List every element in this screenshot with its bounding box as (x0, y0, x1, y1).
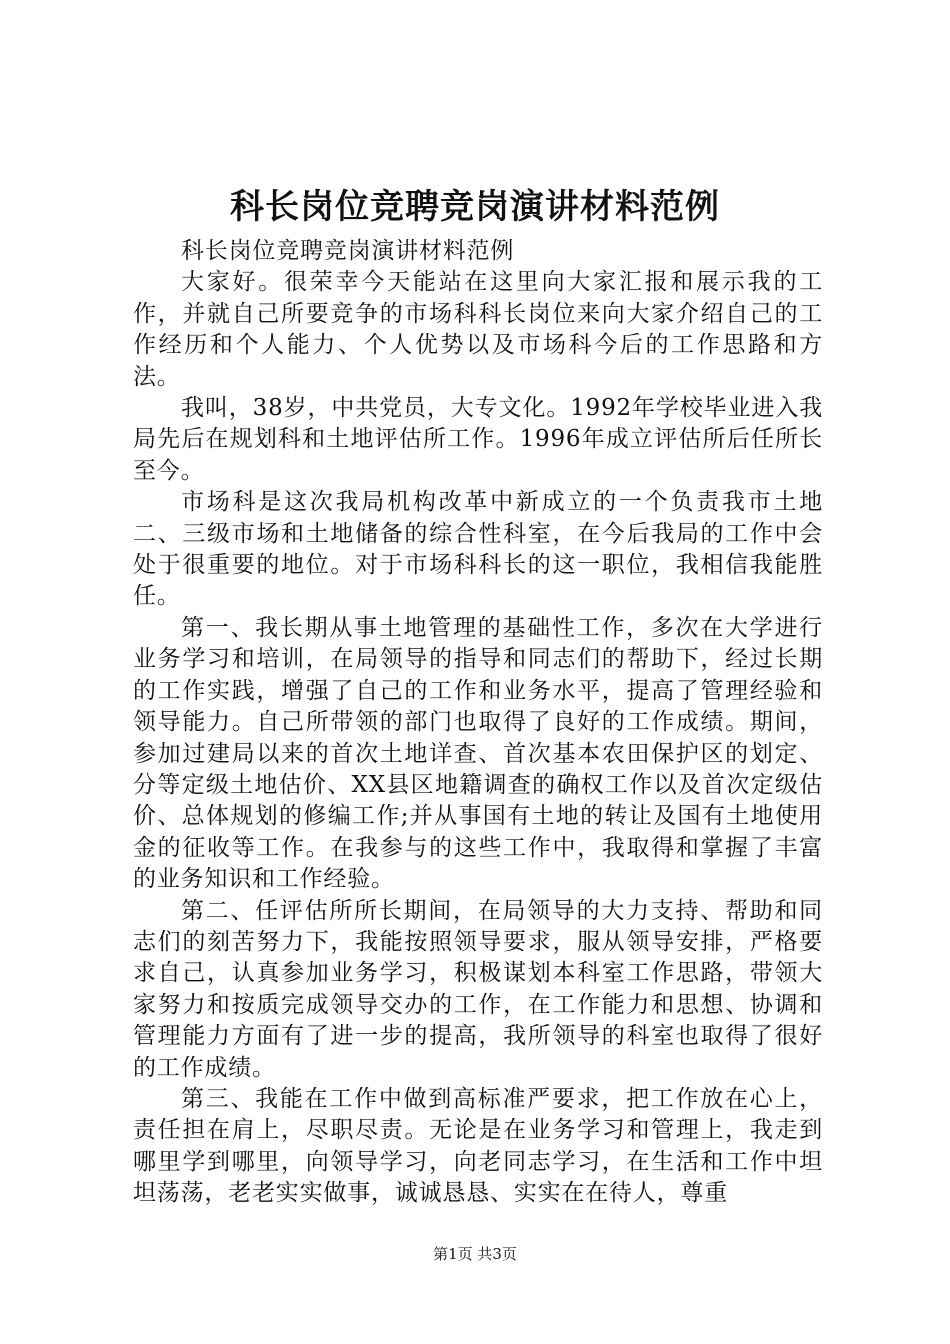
paragraph-market-dept: 市场科是这次我局机构改革中新成立的一个负责我市土地二、三级市场和土地储备的综合性科室，在今后我局的工作中会处于很重要的地位。对于市场科科长的这一职位，我相信我能胜任。 (133, 489, 823, 610)
paragraph-subtitle: 科长岗位竞聘竞岗演讲材料范例 (181, 238, 515, 264)
paragraph-self-intro: 我叫，38岁，中共党员，大专文化。1992年学校毕业进入我局先后在规划科和土地评估所工作。1996年成立评估所后任所长至今。 (133, 395, 823, 484)
page-number-footer: 第1页 共3页 (433, 1245, 517, 1263)
document-title: 科长岗位竞聘竞岗演讲材料范例 (230, 187, 720, 227)
paragraph-point-three: 第三、我能在工作中做到高标准严要求，把工作放在心上，责任担在肩上，尽职尽责。无论是在业务学习和管理上，我走到哪里学到哪里，向领导学习，向老同志学习，在生活和工作中坦坦荡荡，老老实实做事，诚诚恳恳、实实在在待人，尊重 (133, 1085, 823, 1207)
paragraph-point-two: 第二、任评估所所长期间，在局领导的大力支持、帮助和同志们的刻苦努力下，我能按照领导要求，服从领导安排，严格要求自己，认真参加业务学习，积极谋划本科室工作思路，带领大家努力和按质完成领导交办的工作，在工作能力和思想、协调和管理能力方面有了进一步的提高，我所领导的科室也取得了很好的工作成绩。 (133, 897, 823, 1081)
paragraph-point-one: 第一、我长期从事土地管理的基础性工作，多次在大学进行业务学习和培训，在局领导的指导和同志们的帮助下，经过长期的工作实践，增强了自己的工作和业务水平，提高了管理经验和领导能力。自己所带领的部门也取得了良好的工作成绩。期间，参加过建局以来的首次土地详查、首次基本农田保护区的划定、分等定级土地估价、XX县区地籍调查的确权工作以及首次定级估价、总体规划的修编工作;并从事国有土地的转让及国有土地使用金的征收等工作。在我参与的这些工作中，我取得和掌握了丰富的业务知识和工作经验。 (133, 614, 823, 893)
paragraph-greeting: 大家好。很荣幸今天能站在这里向大家汇报和展示我的工作，并就自己所要竞争的市场科科长岗位来向大家介绍自己的工作经历和个人能力、个人优势以及市场科今后的工作思路和方法。 (133, 269, 823, 390)
document-body (133, 236, 823, 1210)
